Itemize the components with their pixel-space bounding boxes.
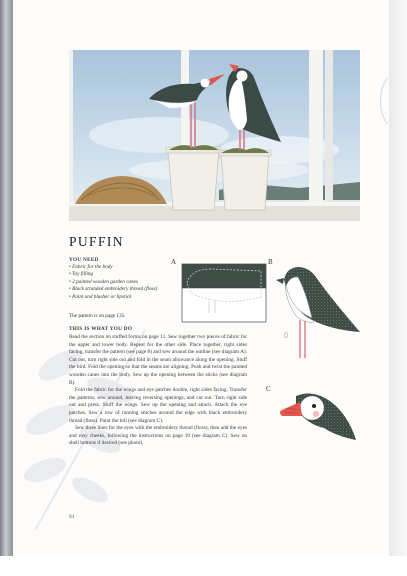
instruction-paragraph: Sew three lines for the eyes with the embroidery thread (floss), then add the eyes and rosy cheeks, following the instructions on page 10 (see diagram C). Sew on shell buttons if desired (see photo). <box>69 425 247 447</box>
material-item: • Toy filling <box>69 271 179 278</box>
diagram-c-label: C <box>266 385 271 393</box>
scan-margin <box>0 556 407 576</box>
puffin-photo <box>69 50 360 221</box>
material-item: • Black stranded embroidery thread (floss) <box>69 286 179 293</box>
diagram-b-assembled-body <box>272 262 364 362</box>
what-you-do-heading: THIS IS WHAT YOU DO <box>69 326 133 332</box>
diagram-a-fabric-outline <box>181 263 267 323</box>
materials-list <box>69 264 179 301</box>
material-item: • Paint and blusher or lipstick <box>69 294 179 301</box>
material-item: • Fabric for the body <box>69 264 179 271</box>
diagram-b-label: B <box>268 258 273 266</box>
recipe-title: PUFFIN <box>69 234 124 249</box>
you-need-heading: YOU NEED <box>69 257 99 263</box>
diagram-c-head-detail <box>276 388 360 458</box>
page-number: 94 <box>69 515 74 520</box>
instructions <box>69 334 247 448</box>
pattern-note: The pattern is on page 135. <box>69 313 126 319</box>
instruction-paragraph: Read the section on stuffed forms on page 11. Sew together two pieces of fabric for the upper and lower body. Repeat for the other side. Place together, right sides facing, transfer the pattern (see page 8) and sew around the outline (see diagram A). Cut out, turn right side out and fold in the seam allowance along the opening. Stuff the bird. Fold the opening so that the seams are aligning. Push and twist the painted wooden canes into the body. Sew up the opening between the sticks (see diagram B). <box>69 334 247 386</box>
diagram-a-label: A <box>171 258 177 266</box>
material-item: • 2 painted wooden garden canes <box>69 279 179 286</box>
book-spine <box>0 0 13 556</box>
instruction-paragraph: Fold the fabric for the wings and eye patches double, right sides facing. Transfer the patterns, sew around, leaving reversing openings, and cut out. Turn right side out and press. Stuff the wings. Sew up the opening and attach. Attach the eye patches. Sew a row of running stitches around the edge with black embroidery thread (floss). Paint the bill (see diagram C). <box>69 387 247 424</box>
